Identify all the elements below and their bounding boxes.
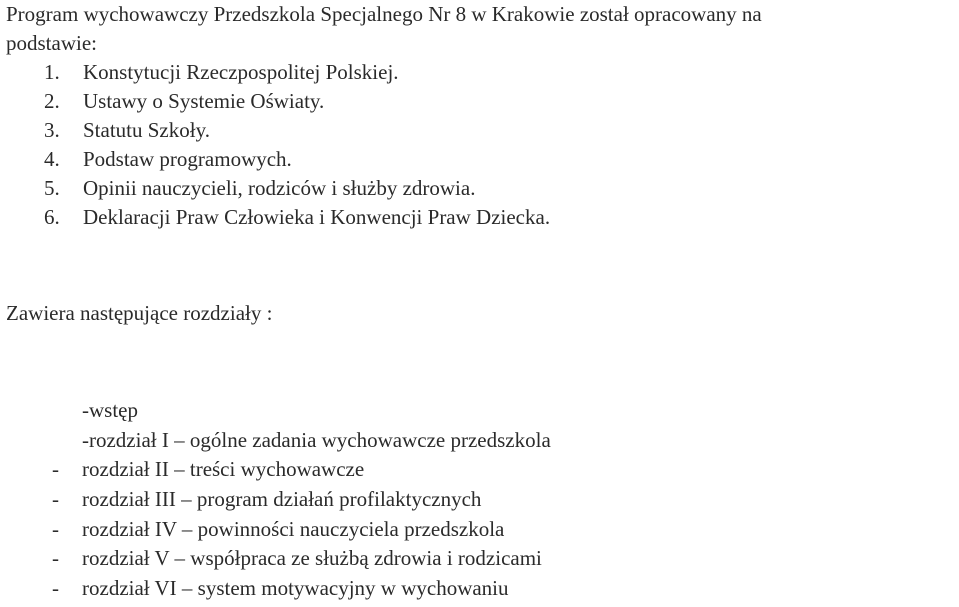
list-item	[44, 145, 550, 174]
list-item-text: Statutu Szkoły.	[83, 118, 210, 142]
chapter-dash: -	[52, 546, 59, 571]
list-item-number: 4.	[44, 147, 60, 171]
chapter-text: rozdział V – współpraca ze służbą zdrowia i rodzicami	[82, 546, 542, 571]
chapter-dash: -	[52, 576, 59, 601]
list-item-text: Deklaracji Praw Człowieka i Konwencji Praw Dziecka.	[83, 205, 551, 229]
list-item-text: Ustawy o Systemie Oświaty.	[83, 89, 325, 113]
list-item-number: 6.	[44, 205, 60, 229]
list-item-number: 1.	[44, 60, 60, 84]
list-item-number: 2.	[44, 89, 60, 113]
intro-line-2: podstawie:	[6, 31, 97, 55]
chapter-dash: -	[52, 516, 59, 541]
chapter-dash: -	[52, 487, 59, 512]
list-item	[44, 87, 550, 116]
chapter-dash: -	[52, 457, 59, 482]
list-item	[44, 116, 550, 145]
list-item-text: Opinii nauczycieli, rodziców i służby zdrowia.	[83, 176, 476, 200]
list-item-number: 3.	[44, 118, 60, 142]
list-item-number: 5.	[44, 176, 60, 200]
chapter-text: -wstęp	[82, 398, 138, 422]
list-item-text: Podstaw programowych.	[83, 147, 292, 171]
chapter-text: -rozdział I – ogólne zadania wychowawcze przedszkola	[82, 427, 551, 452]
chapter-text: rozdział IV – powinności nauczyciela przedszkola	[82, 516, 505, 541]
chapter-text: rozdział III – program działań profilaktycznych	[82, 487, 482, 512]
list-item	[44, 58, 550, 87]
intro-line-1: Program wychowawczy Przedszkola Specjalnego Nr 8 w Krakowie został opracowany na	[6, 2, 762, 26]
list-item	[44, 174, 550, 203]
chapter-text: rozdział II – treści wychowawcze	[82, 457, 365, 482]
list-item-text: Konstytucji Rzeczpospolitej Polskiej.	[83, 60, 399, 84]
basis-list	[44, 58, 550, 232]
intro-paragraph	[6, 0, 956, 58]
chapters-heading: Zawiera następujące rozdziały :	[6, 301, 273, 325]
chapter-text: rozdział VI – system motywacyjny w wychowaniu	[82, 576, 509, 601]
list-item	[44, 203, 550, 232]
